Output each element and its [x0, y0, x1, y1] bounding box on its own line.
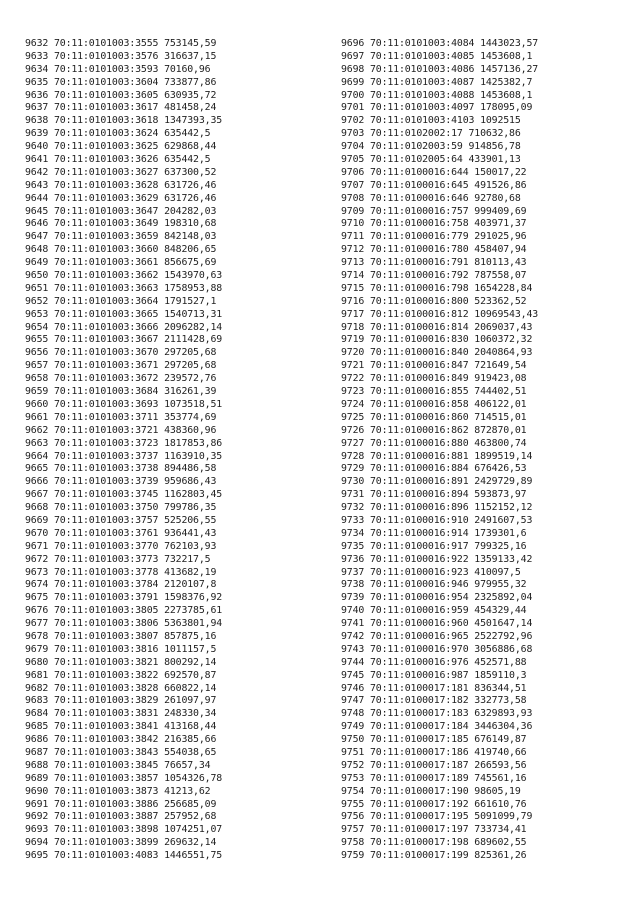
- table-row: 9655 70:11:0101003:3667 2111428,69: [25, 334, 223, 346]
- table-row: 9706 70:11:0100016:644 150017,22: [341, 166, 527, 178]
- table-row: 9671 70:11:0101003:3770 762103,93: [25, 540, 217, 552]
- table-row: 9709 70:11:0100016:757 999409,69: [341, 205, 527, 217]
- table-row: 9712 70:11:0100016:780 458407,94: [341, 244, 527, 256]
- table-row: 9702 70:11:0101003:4103 1092515: [341, 115, 521, 127]
- table-row: 9646 70:11:0101003:3649 198310,68: [25, 218, 217, 230]
- table-row: 9688 70:11:0101003:3845 76657,34: [25, 759, 211, 771]
- table-row: 9679 70:11:0101003:3816 1011157,5: [25, 643, 217, 655]
- table-row: 9732 70:11:0100016:896 1152152,12: [341, 502, 533, 514]
- table-row: 9635 70:11:0101003:3604 733877,86: [25, 76, 217, 88]
- table-row: 9685 70:11:0101003:3841 413168,44: [25, 721, 217, 733]
- table-row: 9654 70:11:0101003:3666 2096282,14: [25, 321, 223, 333]
- table-row: 9731 70:11:0100016:894 593873,97: [341, 489, 527, 501]
- table-row: 9656 70:11:0101003:3670 297205,68: [25, 347, 217, 359]
- table-row: 9749 70:11:0100017:184 3446304,36: [341, 721, 533, 733]
- table-row: 9736 70:11:0100016:922 1359133,42: [341, 553, 533, 565]
- table-row: 9711 70:11:0100016:779 291025,96: [341, 231, 527, 243]
- table-row: 9632 70:11:0101003:3555 753145,59: [25, 38, 217, 49]
- table-row: 9719 70:11:0100016:830 1060372,32: [341, 334, 533, 346]
- table-row: 9660 70:11:0101003:3693 1073518,51: [25, 398, 223, 410]
- table-row: 9692 70:11:0101003:3887 257952,68: [25, 811, 217, 823]
- table-row: 9691 70:11:0101003:3886 256685,09: [25, 798, 217, 810]
- table-row: 9696 70:11:0101003:4084 1443023,57: [341, 38, 539, 49]
- table-row: 9748 70:11:0100017:183 6329893,93: [341, 708, 533, 720]
- table-row: 9634 70:11:0101003:3593 70160,96: [25, 63, 211, 75]
- table-row: 9672 70:11:0101003:3773 732217,5: [25, 553, 211, 565]
- table-row: 9668 70:11:0101003:3750 799786,35: [25, 502, 217, 514]
- table-row: 9690 70:11:0101003:3873 41213,62: [25, 785, 211, 797]
- table-row: 9715 70:11:0100016:798 1654228,84: [341, 282, 533, 294]
- table-row: 9758 70:11:0100017:198 689602,55: [341, 837, 527, 849]
- table-row: 9739 70:11:0100016:954 2325892,04: [341, 592, 533, 604]
- table-row: 9753 70:11:0100017:189 745561,16: [341, 772, 527, 784]
- table-row: 9674 70:11:0101003:3784 2120107,8: [25, 579, 217, 591]
- table-row: 9697 70:11:0101003:4085 1453608,1: [341, 50, 533, 62]
- table-row: 9699 70:11:0101003:4087 1425382,7: [341, 76, 533, 88]
- table-row: 9665 70:11:0101003:3738 894486,58: [25, 463, 217, 475]
- table-row: 9735 70:11:0100016:917 799325,16: [341, 540, 527, 552]
- table-row: 9727 70:11:0100016:880 463800,74: [341, 437, 527, 449]
- table-row: 9643 70:11:0101003:3628 631726,46: [25, 179, 217, 191]
- table-row: 9682 70:11:0101003:3828 660822,14: [25, 682, 217, 694]
- table-row: 9723 70:11:0100016:855 744402,51: [341, 386, 527, 398]
- table-row: 9640 70:11:0101003:3625 629868,44: [25, 141, 217, 153]
- table-row: 9708 70:11:0100016:646 92780,68: [341, 192, 521, 204]
- table-row: 9738 70:11:0100016:946 979955,32: [341, 579, 527, 591]
- table-row: 9649 70:11:0101003:3661 856675,69: [25, 257, 217, 269]
- table-row: 9641 70:11:0101003:3626 635442,5: [25, 154, 211, 166]
- table-row: 9670 70:11:0101003:3761 936441,43: [25, 527, 217, 539]
- table-row: 9645 70:11:0101003:3647 204282,03: [25, 205, 217, 217]
- table-row: 9722 70:11:0100016:849 919423,08: [341, 373, 527, 385]
- table-row: 9759 70:11:0100017:199 825361,26: [341, 850, 527, 862]
- table-row: 9684 70:11:0101003:3831 248330,34: [25, 708, 217, 720]
- table-row: 9693 70:11:0101003:3898 1074251,07: [25, 824, 223, 836]
- table-row: 9703 70:11:0102002:17 710632,86: [341, 128, 521, 140]
- table-row: 9662 70:11:0101003:3721 438360,96: [25, 424, 217, 436]
- table-row: 9752 70:11:0100017:187 266593,56: [341, 759, 527, 771]
- table-row: 9745 70:11:0100016:987 1859110,3: [341, 669, 527, 681]
- table-row: 9667 70:11:0101003:3745 1162803,45: [25, 489, 223, 501]
- table-row: 9713 70:11:0100016:791 810113,43: [341, 257, 527, 269]
- table-row: 9663 70:11:0101003:3723 1817853,86: [25, 437, 223, 449]
- table-row: 9664 70:11:0101003:3737 1163910,35: [25, 450, 223, 462]
- table-row: 9695 70:11:0101003:4083 1446551,75: [25, 850, 223, 862]
- table-row: 9686 70:11:0101003:3842 216385,66: [25, 734, 217, 746]
- table-row: 9659 70:11:0101003:3684 316261,39: [25, 386, 217, 398]
- table-row: 9724 70:11:0100016:858 406122,01: [341, 398, 527, 410]
- table-row: 9680 70:11:0101003:3821 800292,14: [25, 656, 217, 668]
- table-row: 9678 70:11:0101003:3807 857875,16: [25, 630, 217, 642]
- table-row: 9677 70:11:0101003:3806 5363801,94: [25, 618, 223, 630]
- table-row: 9750 70:11:0100017:185 676149,87: [341, 734, 527, 746]
- table-row: 9729 70:11:0100016:884 676426,53: [341, 463, 527, 475]
- table-row: 9737 70:11:0100016:923 410097,5: [341, 566, 521, 578]
- table-row: 9720 70:11:0100016:840 2040864,93: [341, 347, 533, 359]
- table-row: 9740 70:11:0100016:959 454329,44: [341, 605, 527, 617]
- right-column: [341, 38, 636, 863]
- table-row: 9639 70:11:0101003:3624 635442,5: [25, 128, 211, 140]
- table-row: 9648 70:11:0101003:3660 848206,65: [25, 244, 217, 256]
- table-row: 9637 70:11:0101003:3617 481458,24: [25, 102, 217, 114]
- table-row: 9716 70:11:0100016:800 523362,52: [341, 295, 527, 307]
- table-row: 9744 70:11:0100016:976 452571,88: [341, 656, 527, 668]
- table-row: 9642 70:11:0101003:3627 637300,52: [25, 166, 217, 178]
- table-row: 9647 70:11:0101003:3659 842148,03: [25, 231, 217, 243]
- table-row: 9658 70:11:0101003:3672 239572,76: [25, 373, 217, 385]
- table-row: 9757 70:11:0100017:197 733734,41: [341, 824, 527, 836]
- table-row: 9755 70:11:0100017:192 661610,76: [341, 798, 527, 810]
- table-row: 9669 70:11:0101003:3757 525206,55: [25, 514, 217, 526]
- table-row: 9657 70:11:0101003:3671 297205,68: [25, 360, 217, 372]
- table-row: 9714 70:11:0100016:792 787558,07: [341, 270, 527, 282]
- table-row: 9676 70:11:0101003:3805 2273785,61: [25, 605, 223, 617]
- table-row: 9652 70:11:0101003:3664 1791527,1: [25, 295, 217, 307]
- table-row: 9743 70:11:0100016:970 3056886,68: [341, 643, 533, 655]
- table-row: 9650 70:11:0101003:3662 1543970,63: [25, 270, 223, 282]
- table-row: 9733 70:11:0100016:910 2491607,53: [341, 514, 533, 526]
- table-row: 9653 70:11:0101003:3665 1540713,31: [25, 308, 223, 320]
- table-row: 9666 70:11:0101003:3739 959686,43: [25, 476, 217, 488]
- table-row: 9746 70:11:0100017:181 836344,51: [341, 682, 527, 694]
- table-row: 9747 70:11:0100017:182 332773,58: [341, 695, 527, 707]
- table-row: 9689 70:11:0101003:3857 1054326,78: [25, 772, 223, 784]
- table-row: 9701 70:11:0101003:4097 178095,09: [341, 102, 533, 114]
- table-row: 9717 70:11:0100016:812 10969543,43: [341, 308, 539, 320]
- table-row: 9705 70:11:0102005:64 433901,13: [341, 154, 521, 166]
- table-row: 9673 70:11:0101003:3778 413682,19: [25, 566, 217, 578]
- table-row: 9694 70:11:0101003:3899 269632,14: [25, 837, 217, 849]
- table-row: 9728 70:11:0100016:881 1899519,14: [341, 450, 533, 462]
- table-row: 9707 70:11:0100016:645 491526,86: [341, 179, 527, 191]
- table-row: 9633 70:11:0101003:3576 316637,15: [25, 50, 217, 62]
- table-row: 9718 70:11:0100016:814 2069037,43: [341, 321, 533, 333]
- table-row: 9704 70:11:0102003:59 914856,78: [341, 141, 521, 153]
- table-row: 9734 70:11:0100016:914 1739301,6: [341, 527, 527, 539]
- table-row: 9721 70:11:0100016:847 721649,54: [341, 360, 527, 372]
- table-row: 9742 70:11:0100016:965 2522792,96: [341, 630, 533, 642]
- table-row: 9698 70:11:0101003:4086 1457136,27: [341, 63, 539, 75]
- table-row: 9710 70:11:0100016:758 403971,37: [341, 218, 527, 230]
- table-row: 9661 70:11:0101003:3711 353774,69: [25, 411, 217, 423]
- table-row: 9638 70:11:0101003:3618 1347393,35: [25, 115, 223, 127]
- table-row: 9675 70:11:0101003:3791 1598376,92: [25, 592, 223, 604]
- table-row: 9681 70:11:0101003:3822 692570,87: [25, 669, 217, 681]
- table-row: 9636 70:11:0101003:3605 630935,72: [25, 89, 217, 101]
- table-row: 9754 70:11:0100017:190 98605,19: [341, 785, 521, 797]
- table-row: 9644 70:11:0101003:3629 631726,46: [25, 192, 217, 204]
- table-row: 9683 70:11:0101003:3829 261097,97: [25, 695, 217, 707]
- table-row: 9756 70:11:0100017:195 5091099,79: [341, 811, 533, 823]
- table-row: 9687 70:11:0101003:3843 554038,65: [25, 746, 217, 758]
- table-row: 9651 70:11:0101003:3663 1758953,88: [25, 282, 223, 294]
- table-row: 9700 70:11:0101003:4088 1453608,1: [341, 89, 533, 101]
- table-row: 9741 70:11:0100016:960 4501647,14: [341, 618, 533, 630]
- table-row: 9730 70:11:0100016:891 2429729,89: [341, 476, 533, 488]
- table-row: 9726 70:11:0100016:862 872870,01: [341, 424, 527, 436]
- left-column: [25, 38, 325, 863]
- table-row: 9725 70:11:0100016:860 714515,01: [341, 411, 527, 423]
- table-row: 9751 70:11:0100017:186 419740,66: [341, 746, 527, 758]
